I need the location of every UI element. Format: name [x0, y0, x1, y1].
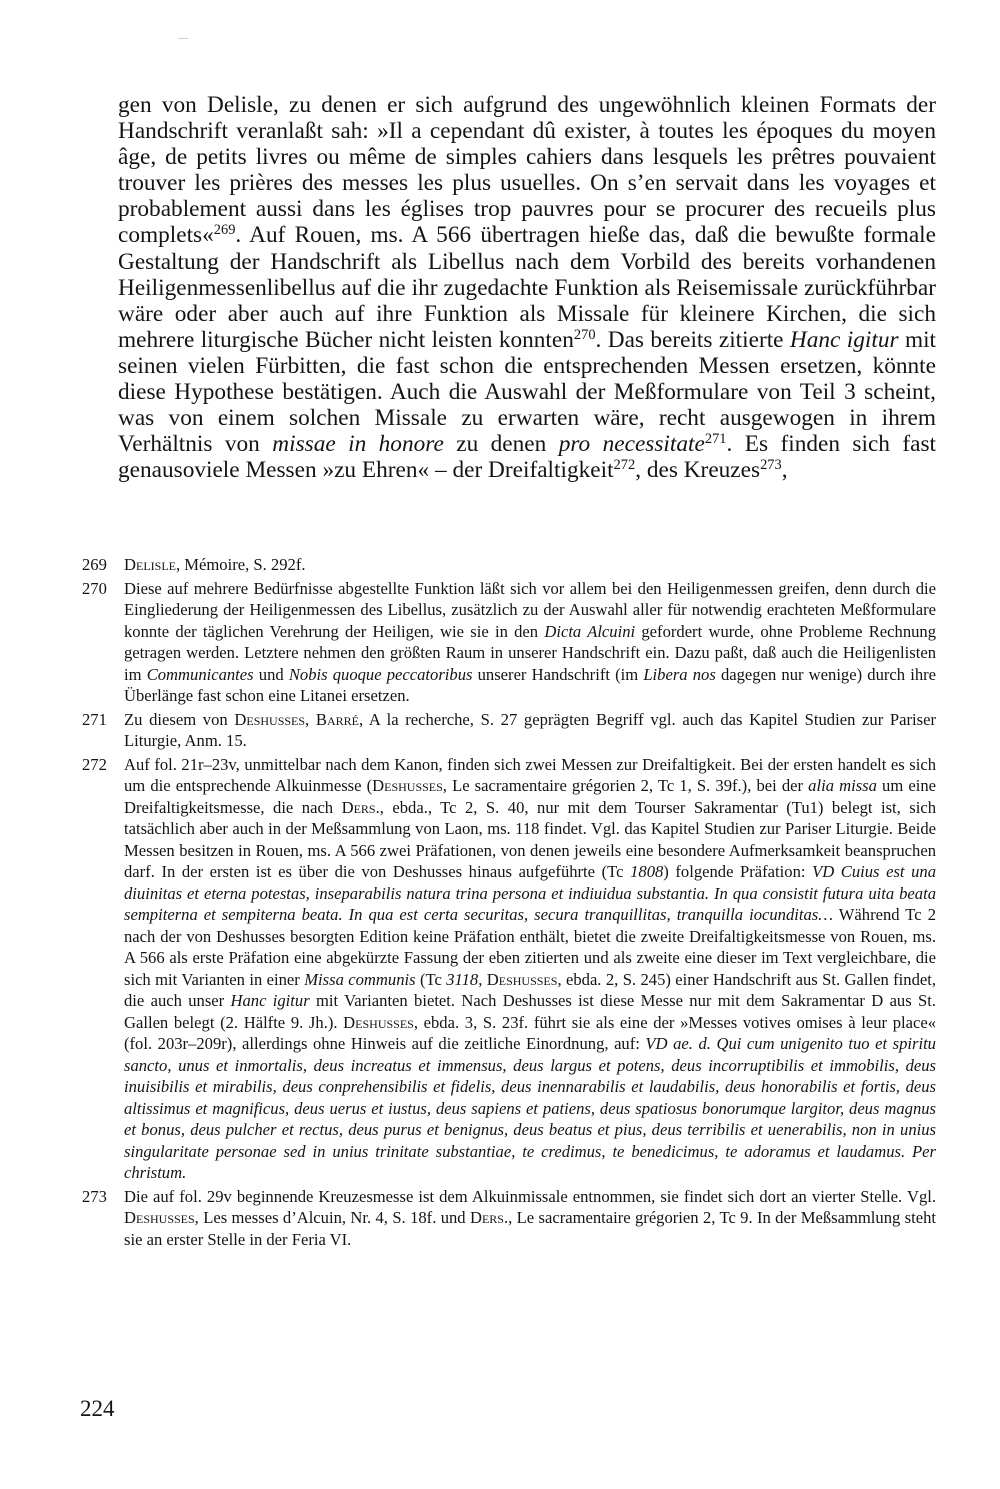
- text-run: , ebda. 2, S. 245) einer Handschrift aus St. Gallen findet, die auch unser: [124, 969, 936, 1010]
- text-run: , Les messes d’Alcuin, Nr. 4, S. 18f. und: [194, 1208, 470, 1227]
- italic-term: pro necessitate: [558, 431, 705, 458]
- footnote-273: [82, 1186, 936, 1251]
- italic-term: 1808: [630, 862, 664, 881]
- text-run: zu denen: [443, 431, 559, 458]
- text-run: Diese auf mehrere Bedürfnisse abgestellte Funktion läßt sich vor allem bei den Heiligenmessen greifen, denn durch die Eingliederung der Heiligenmessen des Libellus, zusätzlich zu der Auswahl aller für notwendig erachteten Meßformulare konnte der täglichen Verehrung der Heiligen, wie sie in den: [124, 578, 936, 641]
- author-name: Ders: [469, 1208, 504, 1227]
- italic-term: Libera nos: [643, 664, 716, 684]
- text-run: , ebda. 3, S. 23f. führt sie als eine der »Messes votives omises à leur place« (fol. 203r–209r), allerdings ohne Hinweis auf die zeitliche Einordnung, auf:: [124, 1012, 936, 1053]
- footnote-number: 272: [82, 754, 107, 774]
- text-run: Die auf fol. 29v beginnende Kreuzesmesse ist dem Alkuinmissale entnommen, sie findet sich dort an vierter Stelle. Vgl.: [124, 1186, 936, 1206]
- text-run: unserer Handschrift (im: [472, 664, 644, 684]
- italic-term: Nobis quoque peccatoribus: [288, 664, 473, 684]
- text-run: ,: [305, 709, 316, 729]
- author-name: Deshusses: [234, 709, 306, 729]
- body-paragraph: [118, 92, 936, 483]
- italic-term: 3118: [446, 969, 479, 989]
- italic-term: Dicta Alcuini: [544, 621, 636, 641]
- text-run: , des Kreuzes: [635, 457, 761, 484]
- italic-term: Hanc igitur: [230, 991, 310, 1010]
- text-run: gefordert wurde, ohne Probleme Rechnung getragen werden. Letztere nehmen den größten Raum in unserer Handschrift ein. Dazu paßt, daß auch die Heiligenlisten im: [124, 621, 937, 684]
- latin-quotation: VD ae. d. Qui cum unigenito tuo et spiritu sancto, unus et inmortalis, deus increatus et immensus, deus largus et potens, deus incorruptibilis et immobilis, deus inuisibilis et mirabilis, deus conprehensibilis et fidelis, deus inennarabilis et laudabilis, deus honorabilis et fortis, deus altissimus et magnificus, deus uerus et iustus, deus sapiens et patiens, deus spatiosus bonorumque largitor, deus magnus et bonus, deus pulcher et rectus, deus purus et benignus, deus beatus et pius, deus terribilis et uenerabilis, non in unius singularitate personae sed in unius trinitate substantiae, te credimus, te benedicimus, te adoramus et laudamus. Per christum.: [124, 1034, 936, 1182]
- text-run: ., ebda., Tc 2, S. 40, nur mit dem Tourser Sakramentar (Tu1) belegt ist, sich tatsächlich aber auch in der Meßsammlung von Laon, ms. 118 findet. Vgl. das Kapitel Studien zur Pariser Liturgie. Beide Messen besitzen in Rouen, ms. A 566 zwei Präfationen, von denen jeweils eine besondere Aufmerksamkeit beanspruchen darf. In der ersten ist es über die von Deshusses hinaus aufgeführte (Tc: [124, 797, 936, 881]
- footnote-271: [82, 709, 936, 752]
- footnotes: [82, 554, 936, 1252]
- italic-term: Communicantes: [146, 664, 254, 684]
- footnote-272: [82, 754, 936, 1184]
- italic-term: missae in honore: [272, 431, 444, 458]
- italic-term: Missa communis: [304, 969, 416, 989]
- text-run: ,: [781, 457, 788, 484]
- footnote-ref-273[interactable]: 273: [760, 457, 782, 474]
- text-run: Zu diesem von: [124, 709, 235, 729]
- author-name: Deshusses: [343, 1012, 414, 1032]
- text-run: dagegen nur wenige) durch ihre Überlänge fast schon eine Litanei ersetzen.: [124, 664, 937, 705]
- footnote-number: 269: [82, 555, 107, 574]
- text-run: , Mémoire, S. 292f.: [175, 555, 306, 574]
- text-run: Während Tc 2 nach der von Deshusses besorgten Edition keine Präfation enthält, bietet die zweite Dreifaltigkeitsmesse von Rouen, ms. A 566 als erste Präfation eine abgekürzte Fassung der eben zitierten und als zweite eine dieser im Text vergleichbare, die sich mit Varianten in einer: [124, 905, 936, 989]
- footnote-270: [82, 578, 936, 707]
- text-run: . Das bereits zitierte: [595, 326, 790, 353]
- text-run: ) folgende Präfation:: [663, 862, 813, 881]
- text-run: mit seinen vielen Fürbitten, die fast schon die entsprechenden Messen ersetzen, könnte diese Hypothese bestätigen. Auch die Auswahl der Meßformulare von Teil 3 scheint, was von einem solchen Missale zu erwarten wäre, recht ausgewogen in ihrem Verhältnis von: [118, 326, 937, 458]
- footnote-269: [82, 554, 936, 576]
- author-name: Ders: [341, 797, 376, 817]
- text-run: . Es finden sich fast genausoviele Messen »zu Ehren« – der Dreifaltigkeit: [118, 431, 937, 484]
- author-name: Deshusses: [372, 776, 443, 795]
- text-run: um eine Dreifaltigkeitsmesse, die nach: [124, 776, 937, 817]
- scan-mark: [178, 38, 188, 39]
- text-run: ., Le sacramentaire grégorien 2, Tc 9. In der Meßsammlung steht sie an erster Stelle in der Feria VI.: [124, 1208, 936, 1249]
- text-run: mit Varianten bietet. Nach Deshusses ist diese Messe nur mit dem Sakramentar D aus St. Gallen belegt (2. Hälfte 9. Jh.).: [124, 991, 936, 1032]
- footnote-number: 273: [82, 1186, 107, 1206]
- footnote-ref-269[interactable]: 269: [213, 222, 236, 239]
- footnote-number: 271: [82, 709, 107, 729]
- page-number: 224: [80, 1396, 115, 1421]
- text-run: . Auf Rouen, ms. A 566 übertragen hieße das, daß die bewußte formale Gestaltung der Handschrift als Libellus nach dem Vorbild des bereits vorhandenen Heiligenmessenlibellus auf die ihr zugedachte Funktion als Reisemissale zurückführbar wäre oder aber auch auf ihre Funktion als Missale für kleinere Kirchen, die sich mehrere liturgische Bücher nicht leisten konnten: [118, 222, 936, 353]
- author-name: Delisle: [124, 555, 176, 574]
- footnote-ref-270[interactable]: 270: [573, 326, 596, 343]
- latin-quotation: VD Cuius est una diuinitas et eterna potestas, inseparabilis natura trina persona et indiuidua substantia. In qua consistit futura uita beata sempiterna et sempiterna beata. In qua est certa securitas, secura tranquillitas, tranquilla iocunditas…: [124, 862, 936, 924]
- italic-term: alia missa: [808, 776, 877, 795]
- author-name: Barré: [315, 709, 359, 729]
- text-run: , Le sacramentaire grégorien 2, Tc 1, S. 39f.), bei der: [442, 776, 809, 795]
- footnote-number: 270: [82, 578, 107, 598]
- text-run: Auf fol. 21r–23v, unmittelbar nach dem Kanon, finden sich zwei Messen zur Dreifaltigkeit. Bei der ersten handelt es sich um die entsprechende Alkuinmesse (: [124, 754, 936, 795]
- text-run: und: [253, 664, 289, 684]
- author-name: Deshusses: [124, 1208, 195, 1227]
- footnote-ref-272[interactable]: 272: [613, 457, 636, 474]
- footnote-ref-271[interactable]: 271: [704, 431, 727, 448]
- text-run: ,: [478, 969, 487, 989]
- text-run: , A la recherche, S. 27 geprägten Begriff vgl. auch das Kapitel Studien zur Pariser Liturgie, Anm. 15.: [124, 709, 937, 750]
- author-name: Deshusses: [486, 969, 558, 989]
- text-run: (Tc: [415, 969, 447, 989]
- italic-term: Hanc igitur: [789, 326, 899, 353]
- text-run: gen von Delisle, zu denen er sich aufgrund des ungewöhnlich kleinen Formats der Handschrift veranlaßt sah: »Il a cependant dû exister, à toutes les époques du moyen âge, de petits livres ou même de simples cahiers dans lesquels les prêtres pouvaient trouver les prières des messes les plus usuelles. On s’en servait dans les voyages et probablement aussi dans les églises trop pauvres pour se procurer des recueils plus complets«: [118, 92, 936, 249]
- main-text: [118, 92, 936, 483]
